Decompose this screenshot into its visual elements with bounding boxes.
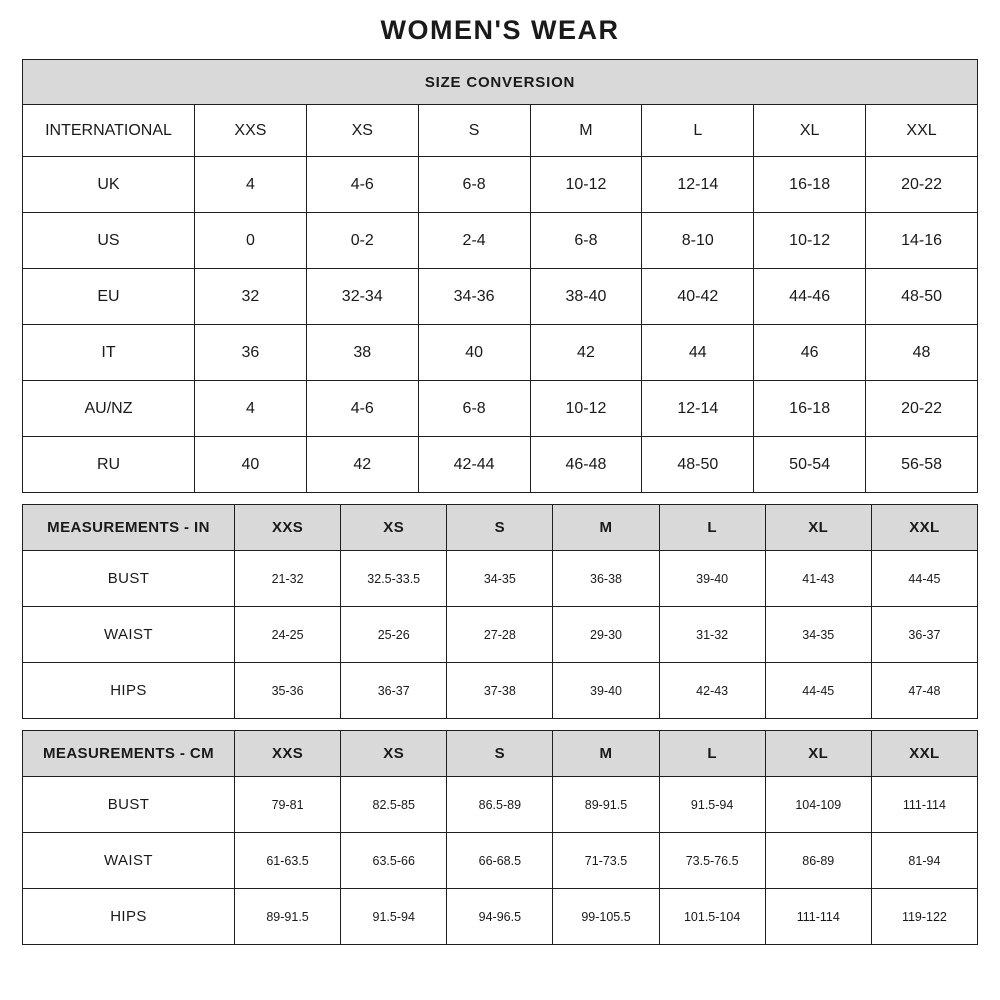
size-conversion-row (23, 157, 978, 213)
measurements-in-cell: 44-45 (765, 663, 871, 719)
measurements-cm-cell: 73.5-76.5 (659, 833, 765, 889)
size-conversion-cell: 14-16 (866, 213, 978, 269)
size-conversion-cell: 42 (530, 325, 642, 381)
measurements-in-row (23, 551, 978, 607)
measurements-in-cell: 41-43 (765, 551, 871, 607)
measurements-cm-row (23, 777, 978, 833)
measurements-cm-cell: 101.5-104 (659, 889, 765, 945)
measurements-cm-row (23, 889, 978, 945)
measurements-cm-header-cell: XXS (235, 731, 341, 777)
measurements-cm-header-cell: XXL (871, 731, 977, 777)
measurements-in-header-cell: XS (341, 505, 447, 551)
size-conversion-cell: 4 (195, 381, 307, 437)
size-conversion-cell: 46-48 (530, 437, 642, 493)
size-conversion-cell: 0-2 (306, 213, 418, 269)
measurements-cm-header-cell: XL (765, 731, 871, 777)
size-conversion-cell: 2-4 (418, 213, 530, 269)
size-conversion-cell: 12-14 (642, 157, 754, 213)
measurements-in-header-cell: XXS (235, 505, 341, 551)
size-conversion-header-cell: M (530, 105, 642, 157)
measurements-in-cell: 21-32 (235, 551, 341, 607)
size-conversion-cell: 20-22 (866, 157, 978, 213)
measurements-in-cell: 44-45 (871, 551, 977, 607)
measurements-in-row (23, 663, 978, 719)
measurements-cm-header-cell: L (659, 731, 765, 777)
size-conversion-row-label: RU (23, 437, 195, 493)
measurements-cm-header-cell: S (447, 731, 553, 777)
size-conversion-cell: 6-8 (418, 381, 530, 437)
measurements-cm-cell: 89-91.5 (235, 889, 341, 945)
size-conversion-cell: 48-50 (642, 437, 754, 493)
measurements-in-header-cell: M (553, 505, 659, 551)
size-conversion-row-label: IT (23, 325, 195, 381)
measurements-in-cell: 24-25 (235, 607, 341, 663)
measurements-in-cell: 36-37 (871, 607, 977, 663)
size-conversion-row (23, 437, 978, 493)
size-conversion-cell: 40-42 (642, 269, 754, 325)
measurements-in-cell: 29-30 (553, 607, 659, 663)
size-conversion-header-cell: XL (754, 105, 866, 157)
measurements-in-cell: 34-35 (447, 551, 553, 607)
measurements-cm-cell: 86-89 (765, 833, 871, 889)
measurements-in-cell: 25-26 (341, 607, 447, 663)
size-conversion-cell: 10-12 (754, 213, 866, 269)
size-conversion-cell: 44-46 (754, 269, 866, 325)
measurements-cm-cell: 82.5-85 (341, 777, 447, 833)
size-conversion-header-cell: XXS (195, 105, 307, 157)
size-conversion-body (23, 60, 978, 493)
size-conversion-cell: 16-18 (754, 157, 866, 213)
measurements-in-cell: 39-40 (659, 551, 765, 607)
measurements-in-header-cell: S (447, 505, 553, 551)
size-conversion-cell: 44 (642, 325, 754, 381)
size-conversion-cell: 12-14 (642, 381, 754, 437)
size-conversion-cell: 0 (195, 213, 307, 269)
measurements-in-row-label: HIPS (23, 663, 235, 719)
measurements-cm-body (23, 731, 978, 945)
size-conversion-cell: 38-40 (530, 269, 642, 325)
size-conversion-cell: 6-8 (418, 157, 530, 213)
measurements-in-body (23, 505, 978, 719)
size-conversion-row (23, 269, 978, 325)
measurements-cm-row-label: WAIST (23, 833, 235, 889)
size-conversion-cell: 42 (306, 437, 418, 493)
measurements-cm-cell: 119-122 (871, 889, 977, 945)
measurements-in-cell: 27-28 (447, 607, 553, 663)
measurements-in-cell: 35-36 (235, 663, 341, 719)
measurements-in-header-cell: XL (765, 505, 871, 551)
size-conversion-cell: 34-36 (418, 269, 530, 325)
size-conversion-header-cell: XXL (866, 105, 978, 157)
measurements-in-row-label: WAIST (23, 607, 235, 663)
measurements-cm-cell: 89-91.5 (553, 777, 659, 833)
size-conversion-cell: 6-8 (530, 213, 642, 269)
measurements-cm-cell: 63.5-66 (341, 833, 447, 889)
measurements-in-header-cell: L (659, 505, 765, 551)
measurements-cm-cell: 79-81 (235, 777, 341, 833)
size-conversion-cell: 48 (866, 325, 978, 381)
size-conversion-cell: 40 (418, 325, 530, 381)
size-conversion-cell: 40 (195, 437, 307, 493)
size-conversion-cell: 32 (195, 269, 307, 325)
size-conversion-cell: 8-10 (642, 213, 754, 269)
size-conversion-row (23, 325, 978, 381)
measurements-cm-cell: 91.5-94 (659, 777, 765, 833)
size-conversion-cell: 20-22 (866, 381, 978, 437)
size-conversion-cell: 10-12 (530, 381, 642, 437)
measurements-cm-header-cell: XS (341, 731, 447, 777)
page-title: WOMEN'S WEAR (380, 15, 620, 45)
size-conversion-cell: 4-6 (306, 381, 418, 437)
measurements-cm-header-label: MEASUREMENTS - CM (23, 731, 235, 777)
size-conversion-cell: 50-54 (754, 437, 866, 493)
measurements-in-header-cell: XXL (871, 505, 977, 551)
measurements-cm-cell: 104-109 (765, 777, 871, 833)
measurements-in-cell: 31-32 (659, 607, 765, 663)
measurements-in-cell: 39-40 (553, 663, 659, 719)
size-conversion-row-label: EU (23, 269, 195, 325)
measurements-cm-cell: 66-68.5 (447, 833, 553, 889)
size-conversion-table (22, 59, 978, 493)
measurements-in-cell: 47-48 (871, 663, 977, 719)
measurements-cm-cell: 111-114 (765, 889, 871, 945)
measurements-in-cell: 37-38 (447, 663, 553, 719)
size-conversion-cell: 32-34 (306, 269, 418, 325)
measurements-cm-cell: 71-73.5 (553, 833, 659, 889)
measurements-cm-row-label: BUST (23, 777, 235, 833)
size-conversion-cell: 56-58 (866, 437, 978, 493)
measurements-cm-header-cell: M (553, 731, 659, 777)
size-conversion-row-label: AU/NZ (23, 381, 195, 437)
size-conversion-row (23, 381, 978, 437)
measurements-cm-row (23, 833, 978, 889)
measurements-in-row-label: BUST (23, 551, 235, 607)
size-conversion-row-label: US (23, 213, 195, 269)
size-conversion-header-cell: XS (306, 105, 418, 157)
size-conversion-cell: 16-18 (754, 381, 866, 437)
measurements-in-cell: 36-37 (341, 663, 447, 719)
size-conversion-cell: 42-44 (418, 437, 530, 493)
size-conversion-cell: 4 (195, 157, 307, 213)
size-conversion-header-cell: S (418, 105, 530, 157)
measurements-in-table (22, 504, 978, 719)
size-conversion-cell: 36 (195, 325, 307, 381)
measurements-in-cell: 42-43 (659, 663, 765, 719)
size-conversion-cell: 46 (754, 325, 866, 381)
measurements-in-cell: 36-38 (553, 551, 659, 607)
size-conversion-cell: 48-50 (866, 269, 978, 325)
measurements-in-cell: 34-35 (765, 607, 871, 663)
size-conversion-row-label: UK (23, 157, 195, 213)
measurements-cm-row-label: HIPS (23, 889, 235, 945)
measurements-cm-cell: 61-63.5 (235, 833, 341, 889)
size-conversion-cell: 4-6 (306, 157, 418, 213)
measurements-in-row (23, 607, 978, 663)
measurements-cm-cell: 81-94 (871, 833, 977, 889)
measurements-cm-cell: 99-105.5 (553, 889, 659, 945)
size-conversion-cell: 10-12 (530, 157, 642, 213)
measurements-cm-table (22, 730, 978, 945)
measurements-cm-cell: 94-96.5 (447, 889, 553, 945)
size-conversion-header-label: INTERNATIONAL (23, 105, 195, 157)
size-conversion-row (23, 213, 978, 269)
measurements-in-header-label: MEASUREMENTS - IN (23, 505, 235, 551)
measurements-in-cell: 32.5-33.5 (341, 551, 447, 607)
size-conversion-banner: SIZE CONVERSION (23, 60, 978, 105)
measurements-cm-cell: 111-114 (871, 777, 977, 833)
size-conversion-cell: 38 (306, 325, 418, 381)
measurements-cm-cell: 86.5-89 (447, 777, 553, 833)
measurements-cm-cell: 91.5-94 (341, 889, 447, 945)
size-conversion-header-cell: L (642, 105, 754, 157)
